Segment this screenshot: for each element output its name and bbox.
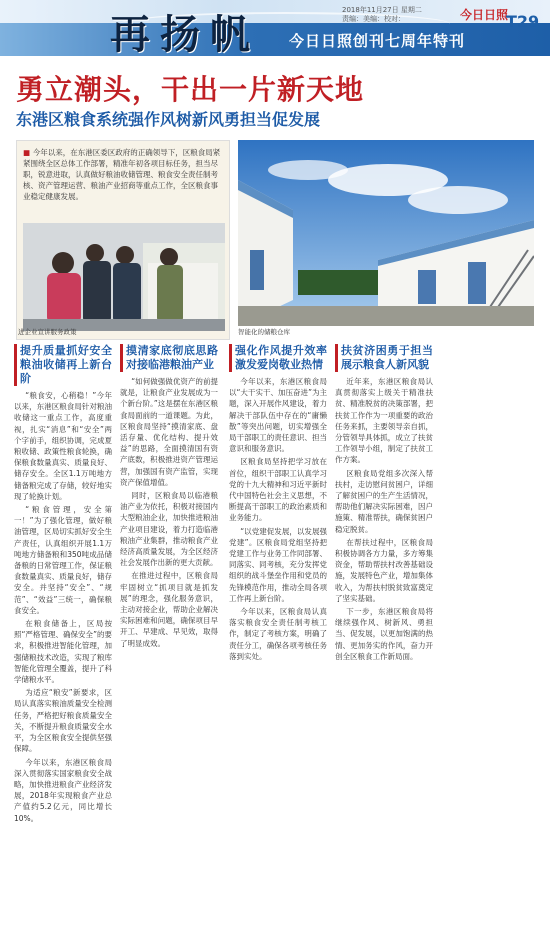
- body-paragraph: 同时，区粮食局以临港粮油产业为依托，积极对接国内大型粮油企业，加快推进粮油产业项目建设，着力打造临港粮油产业集群，推动粮食产业经济高质量发展，为全区经济社会发展作出新的更大贡献。: [120, 491, 218, 568]
- lead-text: 今年以来，在东港区委区政府的正确领导下，区粮食局紧紧围绕全区总体工作部署，精准年初各项目标任务，担当尽职，锐意进取，认真做好粮油收储管理、粮食安全责任制考核、资产管理运营、粮油产业招商等重点工作，全区粮食事业稳定健康发展。: [23, 148, 221, 201]
- photo-staff-visit-illustration: [23, 223, 225, 331]
- body-paragraph: 在推进过程中，区粮食局牢固树立“抓项目就是抓发展”的理念，强化服务意识，主动对接企业，帮助企业解决实际困难和问题，确保项目早开工、早建成、早见效，取得了明显成效。: [120, 571, 218, 648]
- body-column-4: [335, 342, 433, 937]
- anniversary-subtitle: 今日日照创刊七周年特刊: [289, 32, 466, 50]
- body-paragraph: 近年来，东港区粮食局认真贯彻落实上级关于精准扶贫、精准脱贫的决策部署，把扶贫工作作为一项重要的政治任务来抓，主要领导亲自抓，分管领导具体抓，成立了扶贫工作领导小组，制定了扶贫工作方案。: [335, 377, 433, 465]
- article-title: 勇立潮头，干出一片新天地: [16, 73, 365, 106]
- section-heading: 扶贫济困勇于担当 展示粮食人新风貌: [335, 344, 433, 372]
- section-heading: 提升质量抓好安全 粮油收储再上新台阶: [14, 344, 112, 386]
- lead-marker-icon: ■: [23, 148, 33, 157]
- photo2-caption: 智能化的储粮仓库: [238, 328, 290, 336]
- body-paragraph: 今年以来，东港区粮食局深入贯彻落实国家粮食安全战略，加快推进粮食产业经济发展，2018年实现粮食产业总产值约5.2亿元，同比增长10%。: [14, 757, 112, 823]
- body-paragraph: “粮食安，心稍稳！”今年以来，东港区粮食局针对粮油收储这一重点工作，高度重视，扎实“消息”和“安全”两个字前手，组织协调，完成夏粮收储、政策性粮食轮换，确保粮食数量真实、质量良好、储存安全。全区1.1万吨地方储备粮完成了存储，较好地实现了轮换计划。: [14, 391, 112, 501]
- section-heading: 强化作风提升效率 激发爱岗敬业热情: [229, 344, 327, 372]
- body-paragraph: 区粮食局党组多次深入帮扶村，走访慰问贫困户，详细了解贫困户的生产生活情况，帮助他们解决实际困难，因户施策、精准帮扶，确保贫困户稳定脱贫。: [335, 468, 433, 534]
- body-paragraph: 今年以来，东港区粮食局以“大干实干、加压奋进”为主题，深入开展作风建设，着力解决干部队伍中存在的“庸懒散”等突出问题，切实增强全局干部职工的责任意识、担当意识和服务意识。: [229, 377, 327, 454]
- body-paragraph: 为适应“粮安”新要求，区局认真落实粮油质量安全检测任务，严格把好粮食质量安全关，不断提升粮食质量安全水平，为全区粮食安全提供坚强保障。: [14, 688, 112, 754]
- body-paragraph: 今年以来，区粮食局认真落实粮食安全责任制考核工作，制定了考核方案，明确了责任分工，确保各项考核任务落到实处。: [229, 607, 327, 661]
- body-column-3: [229, 342, 327, 937]
- photo-staff-visit: [23, 223, 225, 331]
- body-paragraph: “粮食管理，安全第一！”为了强化管理，做好粮油管理，区局切实抓好安全生产责任，认真组织开展1.1万吨地方储备粮和350吨成品储备粮的日常管理工作，保证粮食数量真实、质量良好，储存安全。并坚持“安全”、“规范”、“效益”三统一，确保粮食安全。: [14, 505, 112, 615]
- body-paragraph: “如何做强做优资产的前提就是，让粮食产业发展成为一个新台阶。”这是摆在东港区粮食局面前的一道课题。为此，区粮食局坚持“摸清家底、盘活存量、优化结构、提升效益”的思路，全面摸清国有资产底数，积极推进资产管理运营，加强国有资产监管，实现资产保值增值。: [120, 377, 218, 487]
- lead-box: [16, 140, 230, 340]
- photo-grain-warehouse: [238, 140, 534, 326]
- body-paragraph: “以党建促发展，以发展强党建”。区粮食局党组坚持把党建工作与业务工作同部署、同落实、同考核，充分发挥党组织的战斗堡垒作用和党员的先锋模范作用，推动全局各项工作再上新台阶。: [229, 526, 327, 603]
- masthead: 再扬帆: [110, 11, 260, 58]
- page-number: T29: [506, 12, 540, 31]
- newspaper-logo: 今日日照: [460, 8, 509, 22]
- body-column-1: [14, 342, 112, 937]
- page-header: [0, 0, 550, 58]
- issue-meta: [342, 6, 462, 24]
- section-heading: 摸清家底彻底思路 对接临港粮油产业: [120, 344, 218, 372]
- photo-grain-warehouse-illustration: [238, 140, 534, 326]
- lead-paragraph: [23, 147, 225, 202]
- article-subtitle: 东港区粮食系统强作风树新风勇担当促发展: [16, 110, 321, 129]
- body-paragraph: 区粮食局坚持把学习放在首位，组织干部职工认真学习党的十九大精神和习近平新时代中国特色社会主义思想，不断提高干部职工的政治素质和业务能力。: [229, 457, 327, 523]
- body-column-5: [441, 342, 539, 937]
- body-column-2: [120, 342, 218, 937]
- editor-credits: 责编：美编：校对：: [342, 15, 405, 23]
- body-paragraph: 在粮食储备上，区局按照“严格管理、确保安全”的要求，积极推进智能化管理，加强储粮技术改造，实现了粮库智能化管理全覆盖，提升了科学储粮水平。: [14, 619, 112, 685]
- body-paragraph: 在帮扶过程中，区粮食局积极协调各方力量，多方筹集资金，帮助帮扶村改善基础设施，发展特色产业，增加集体收入，为帮扶村脱贫致富奠定了坚实基础。: [335, 537, 433, 603]
- photo1-caption: 进企业宣讲服务政策: [18, 328, 77, 336]
- issue-date: 2018年11月27日 星期二: [342, 6, 422, 14]
- body-paragraph: 下一步，东港区粮食局将继续强作风、树新风、勇担当、促发展，以更加饱满的热情、更加务实的作风，奋力开创全区粮食工作新局面。: [335, 607, 433, 661]
